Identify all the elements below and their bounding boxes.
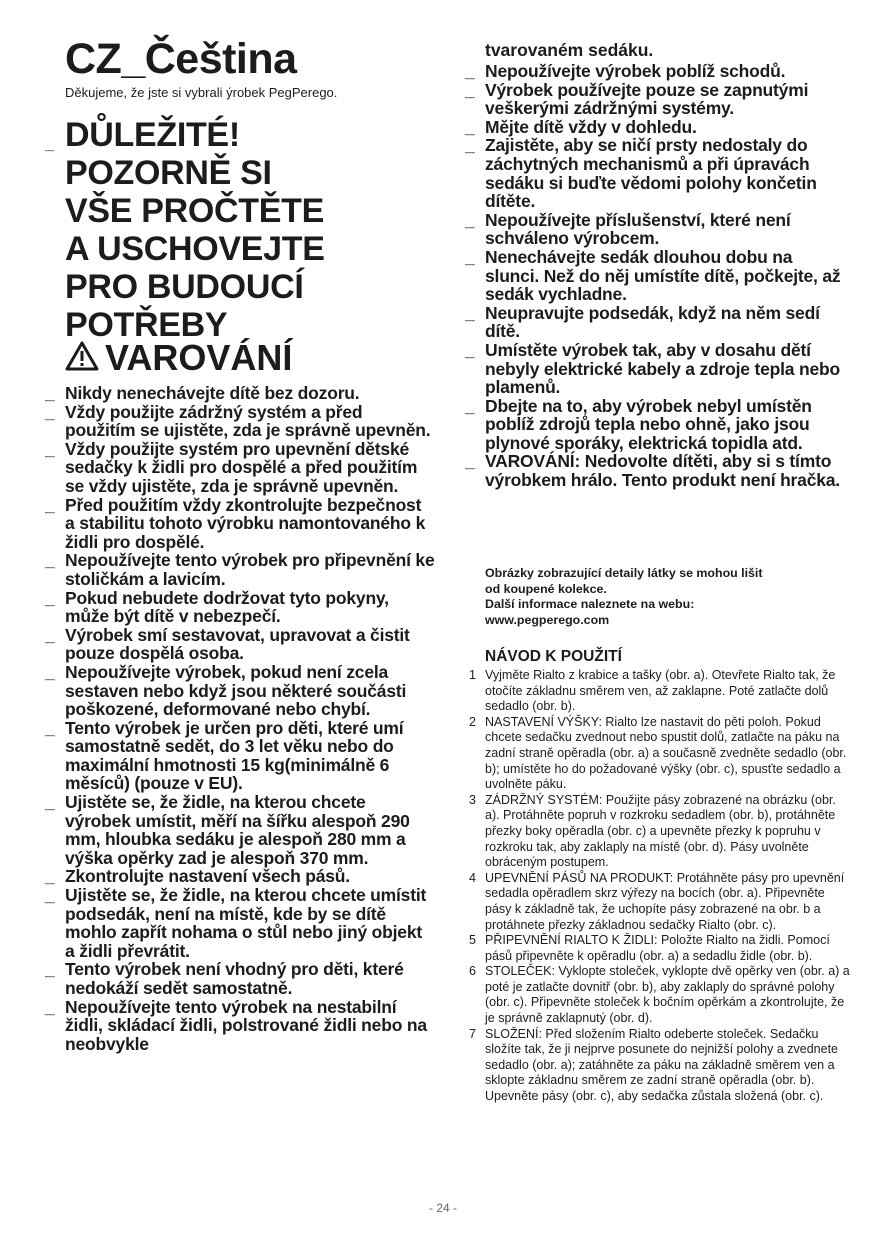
list-item: _ Nikdy nenechávejte dítě bez dozoru. [45, 383, 360, 403]
list-item: _ Před použitím vždy zkontrolujte bezpečnost a stabilitu tohoto výrobku namontovaného k židli pro dospělé. [45, 494, 426, 552]
warning-triangle-icon [65, 341, 99, 371]
important-line: VŠE PROČTĚTE [65, 192, 325, 230]
warning-list-left [45, 384, 435, 1053]
list-item: _ Pokud nebudete dodržovat tyto pokyny, může být dítě v nebezpečí. [45, 587, 389, 627]
note-line: Obrázky zobrazující detaily látky se mohou lišit [485, 566, 763, 580]
instruction-step: 7 SLOŽENÍ: Před složením Rialto odeberte stoleček. Sedačku složíte tak, že ji nejprve posunete do nejnižší polohy a zvednete sedadlo (obr. a); zatáhněte za páku na základně směrem ven a sklopte základnu směrem ze zadní straně opěradla (obr. b). Upevněte pásy (obr. c), aby sedačka zůstala složená (obr. c). [469, 1026, 838, 1104]
list-item: _ Dbejte na to, aby výrobek nebyl umístěn poblíž zdrojů tepla nebo ohně, jako jsou plynové sporáky, elektrická topidla atd. [465, 395, 812, 453]
warning-continuation: tvarovaném sedáku. [485, 40, 654, 60]
bullet-dash: _ [45, 136, 54, 153]
website-link[interactable]: www.pegperego.com [485, 612, 610, 627]
list-item: _ Nepoužívejte tento výrobek na nestabilní židli, skládací židli, polstrované židli nebo na neobvykle [45, 996, 427, 1054]
important-line: POZORNĚ SI [65, 154, 272, 192]
list-item: _ Výrobek smí sestavovat, upravovat a čistit pouze dospělá osoba. [45, 624, 410, 664]
fabric-note [485, 566, 845, 628]
list-item: _ Nepoužívejte výrobek, pokud není zcela sestaven nebo když jsou některé součásti poškozené, deformované nebo chybí. [45, 661, 407, 720]
instruction-step: 1 Vyjměte Rialto z krabice a tašky (obr. a). Otevřete Rialto tak, že otočíte základnu směrem ven, až zaklapne. Poté zatlačte dolů sedadlo (obr. b). [469, 668, 836, 714]
thanks-text: Děkujeme, že jste si vybrali ýrobek PegPerego. [65, 85, 338, 100]
page-number: - 24 - [428, 1201, 457, 1215]
instruction-step: 6 STOLEČEK: Vyklopte stoleček, vyklopte dvě opěrky ven (obr. a) a poté je zatlačte dovnitř (obr. b), aby zaklaply do správné polohy (obr. c). Připevněte stoleček k bočním opěrkám a zkontrolujte, že je správně zaklapnutý (obr. d). [469, 964, 850, 1026]
warning-title: VAROVÁNÍ [105, 337, 293, 378]
list-item: _ Ujistěte se, že židle, na kterou chcete umístit podsedák, není na místě, kde by se dítě mohlo zapřít nohama o stůl nebo jiný objekt a židli převrátit. [45, 885, 427, 961]
list-item: _ Tento výrobek není vhodný pro děti, které nedokáží sedět samostatně. [45, 959, 404, 998]
list-item: _ Nepoužívejte tento výrobek pro připevnění ke stoličkám a lavicím. [45, 550, 435, 589]
list-item: _ Umístěte výrobek tak, aby v dosahu dětí nebyly elektrické kabely a zdroje tepla nebo plamenů. [465, 339, 840, 398]
list-item: _ Ujistěte se, že židle, na kterou chcete výrobek umístit, měří na šířku alespoň 290 mm, hloubka sedáku je alespoň 280 mm a výška opěrky zad je alespoň 370 mm. [45, 792, 410, 868]
list-item: _ Tento výrobek je určen pro děti, které umí samostatně sedět, do 3 let věku nebo do maximální hmotnosti 15 kg(minimálně 6 měsíců) (pouze v EU). [45, 717, 404, 794]
instruction-step: 3 ZÁDRŽNÝ SYSTÉM: Použijte pásy zobrazené na obrázku (obr. a). Protáhněte popruh v rozkroku sedadlem (obr. b), protáhněte přezky boky opěradla (obr. c) a upevněte přezky k popruhu v rozkroku tak, aby zaklaply na místě (obr. d). Pásy uvolněte obráceným postupem. [469, 792, 836, 870]
instruction-step: 5 PŘIPEVNĚNÍ RIALTO K ŽIDLI: Položte Rialto na židli. Pomocí pásů připevněte k opěradlu (obr. a) a sedadlu židle (obr. b). [469, 933, 830, 963]
important-line: PRO BUDOUCÍ [65, 268, 304, 306]
instruction-step: 2 NASTAVENÍ VÝŠKY: Rialto lze nastavit do pěti poloh. Pokud chcete sedačku zvednout nebo spustit dolů, zatlačte na páku na zadní straně opěradla (obr. a) a současně zvedněte sedadlo (obr. b); umístěte ho do požadované výšky (obr. c), spusťte sedadlo a uvolněte páku. [469, 714, 847, 792]
important-line: DŮLEŽITÉ! [65, 116, 240, 154]
important-line: A USCHOVEJTE [65, 230, 325, 268]
important-line: POTŘEBY [65, 306, 228, 344]
list-item: _ Nepoužívejte výrobek poblíž schodů. [465, 61, 786, 81]
warning-heading [65, 338, 292, 378]
list-item: _ Vždy použijte zádržný systém a před použitím se ujistěte, zda je správně upevněn. [45, 401, 431, 441]
list-item: _ Nepoužívejte příslušenství, které není schváleno výrobcem. [465, 209, 791, 249]
instructions-heading: NÁVOD K POUŽITÍ [485, 648, 622, 665]
important-notice [45, 116, 435, 344]
list-item: _ Neupravujte podsedák, když na něm sedí dítě. [465, 302, 820, 342]
note-line: od koupené kolekce. [485, 581, 607, 596]
instruction-step: 4 UPEVNĚNÍ PÁSŮ NA PRODUKT: Protáhněte pásy pro upevnění sedadla opěradlem skrz výřezy na bocích (obr. a). Připevněte pásy k základně tak, že uchopíte pásy zobrazené na obr. b a protáhnete přezky základnou sedačky Rialto (obr. c). [469, 870, 845, 932]
list-item: _ VAROVÁNÍ: Nedovolte dítěti, aby si s tímto výrobkem hrálo. Tento produkt není hračka. [465, 451, 840, 491]
instructions-list [465, 668, 850, 1105]
warning-list-right [465, 62, 850, 490]
list-item: _ Nenechávejte sedák dlouhou dobu na slunci. Než do něj umístíte dítě, počkejte, až sedák vychladne. [465, 246, 841, 305]
note-line: Další informace naleznete na webu: [485, 597, 695, 611]
page-title: CZ_Čeština [65, 35, 297, 83]
list-item: _ Mějte dítě vždy v dohledu. [465, 116, 697, 137]
list-item: _ Zajistěte, aby se ničí prsty nedostaly do záchytných mechanismů a při úpravách sedáku si buďte vědomi polohy končetin dítěte. [465, 135, 817, 212]
list-item: _ Výrobek používejte pouze se zapnutými veškerými zádržnými systémy. [465, 79, 809, 119]
list-item: _ Vždy použijte systém pro upevnění dětské sedačky k židli pro dospělé a před použitím se vždy ujistěte, zda je správně upevněn. [45, 438, 418, 496]
list-item: _ Zkontrolujte nastavení všech pásů. [45, 866, 350, 887]
